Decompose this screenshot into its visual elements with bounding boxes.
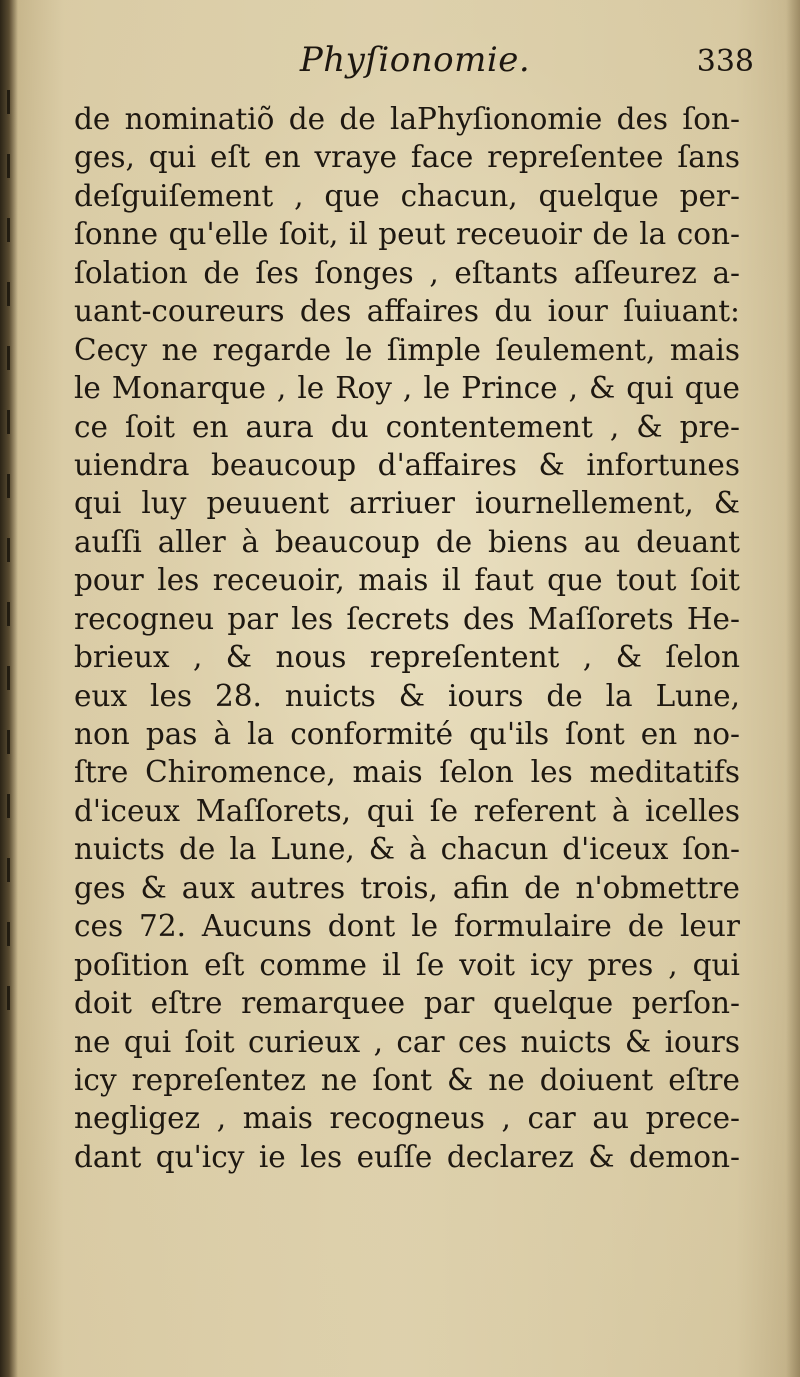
text-line: le Monarque , le Roy , le Prince , & qui que xyxy=(74,371,740,406)
text-line: eux les 28. nuicts & iours de la Lune, xyxy=(74,678,740,713)
text-line: ce ſoit en aura du contentement , & pre- xyxy=(74,409,740,444)
text-line: uant-coureurs des affaires du iour ſuiuant: xyxy=(74,294,740,329)
text-line: ges & aux autres trois, afin de n'obmettre xyxy=(74,870,740,905)
running-title: Phyſionomie. xyxy=(299,40,531,80)
text-line: Cecy ne regarde le ſimple ſeulement, mais xyxy=(74,332,740,367)
page-header xyxy=(70,40,760,96)
text-line: icy repreſentez ne ſont & ne doiuent eſtre xyxy=(74,1062,740,1097)
page-edge xyxy=(786,0,800,1377)
text-line: d'iceux Maſſorets, qui ſe referent à icelles xyxy=(74,793,740,828)
text-line: ſolation de ſes ſonges , eſtants aſſeurez a- xyxy=(74,255,740,290)
text-line: negligez , mais recogneus , car au prece- xyxy=(74,1101,740,1136)
text-line: ſonne qu'elle ſoit, il peut receuoir de la con- xyxy=(74,217,740,252)
text-line: qui luy peuuent arriuer iournellement, & xyxy=(74,486,740,521)
text-line: auſſi aller à beaucoup de biens au deuant xyxy=(74,524,740,559)
body-text xyxy=(74,100,740,1176)
text-line: poſition eſt comme il ſe voit icy pres , qui xyxy=(74,947,740,982)
text-line: ne qui ſoit curieux , car ces nuicts & iours xyxy=(74,1024,740,1059)
text-line: ſtre Chiromence, mais ſelon les meditatifs xyxy=(74,755,740,790)
binding-gutter xyxy=(0,0,18,1377)
text-line: deſguiſement , que chacun, quelque per- xyxy=(74,178,740,213)
text-line: uiendra beaucoup d'affaires & infortunes xyxy=(74,447,740,482)
text-line: de nominatiõ de de laPhyſionomie des ſon- xyxy=(74,102,740,136)
text-line: non pas à la conformité qu'ils ſont en no- xyxy=(74,717,740,751)
text-line: ges, qui eſt en vraye face repreſentee ſans xyxy=(74,140,740,175)
text-line: brieux , & nous repreſentent , & ſelon xyxy=(74,640,740,675)
text-line: nuicts de la Lune, & à chacun d'iceux ſon- xyxy=(74,832,740,867)
text-line: dant qu'icy ie les euſſe declarez & demon- xyxy=(74,1139,740,1174)
text-line: recogneu par les ſecrets des Maſſorets He- xyxy=(74,601,740,636)
gutter-marks xyxy=(2,90,14,1050)
text-line: doit eſtre remarquee par quelque perſon- xyxy=(74,986,740,1021)
page-number: 338 xyxy=(696,44,754,79)
text-line: pour les receuoir, mais il faut que tout ſoit xyxy=(74,563,740,598)
text-line: ces 72. Aucuns dont le formulaire de leur xyxy=(74,909,740,944)
